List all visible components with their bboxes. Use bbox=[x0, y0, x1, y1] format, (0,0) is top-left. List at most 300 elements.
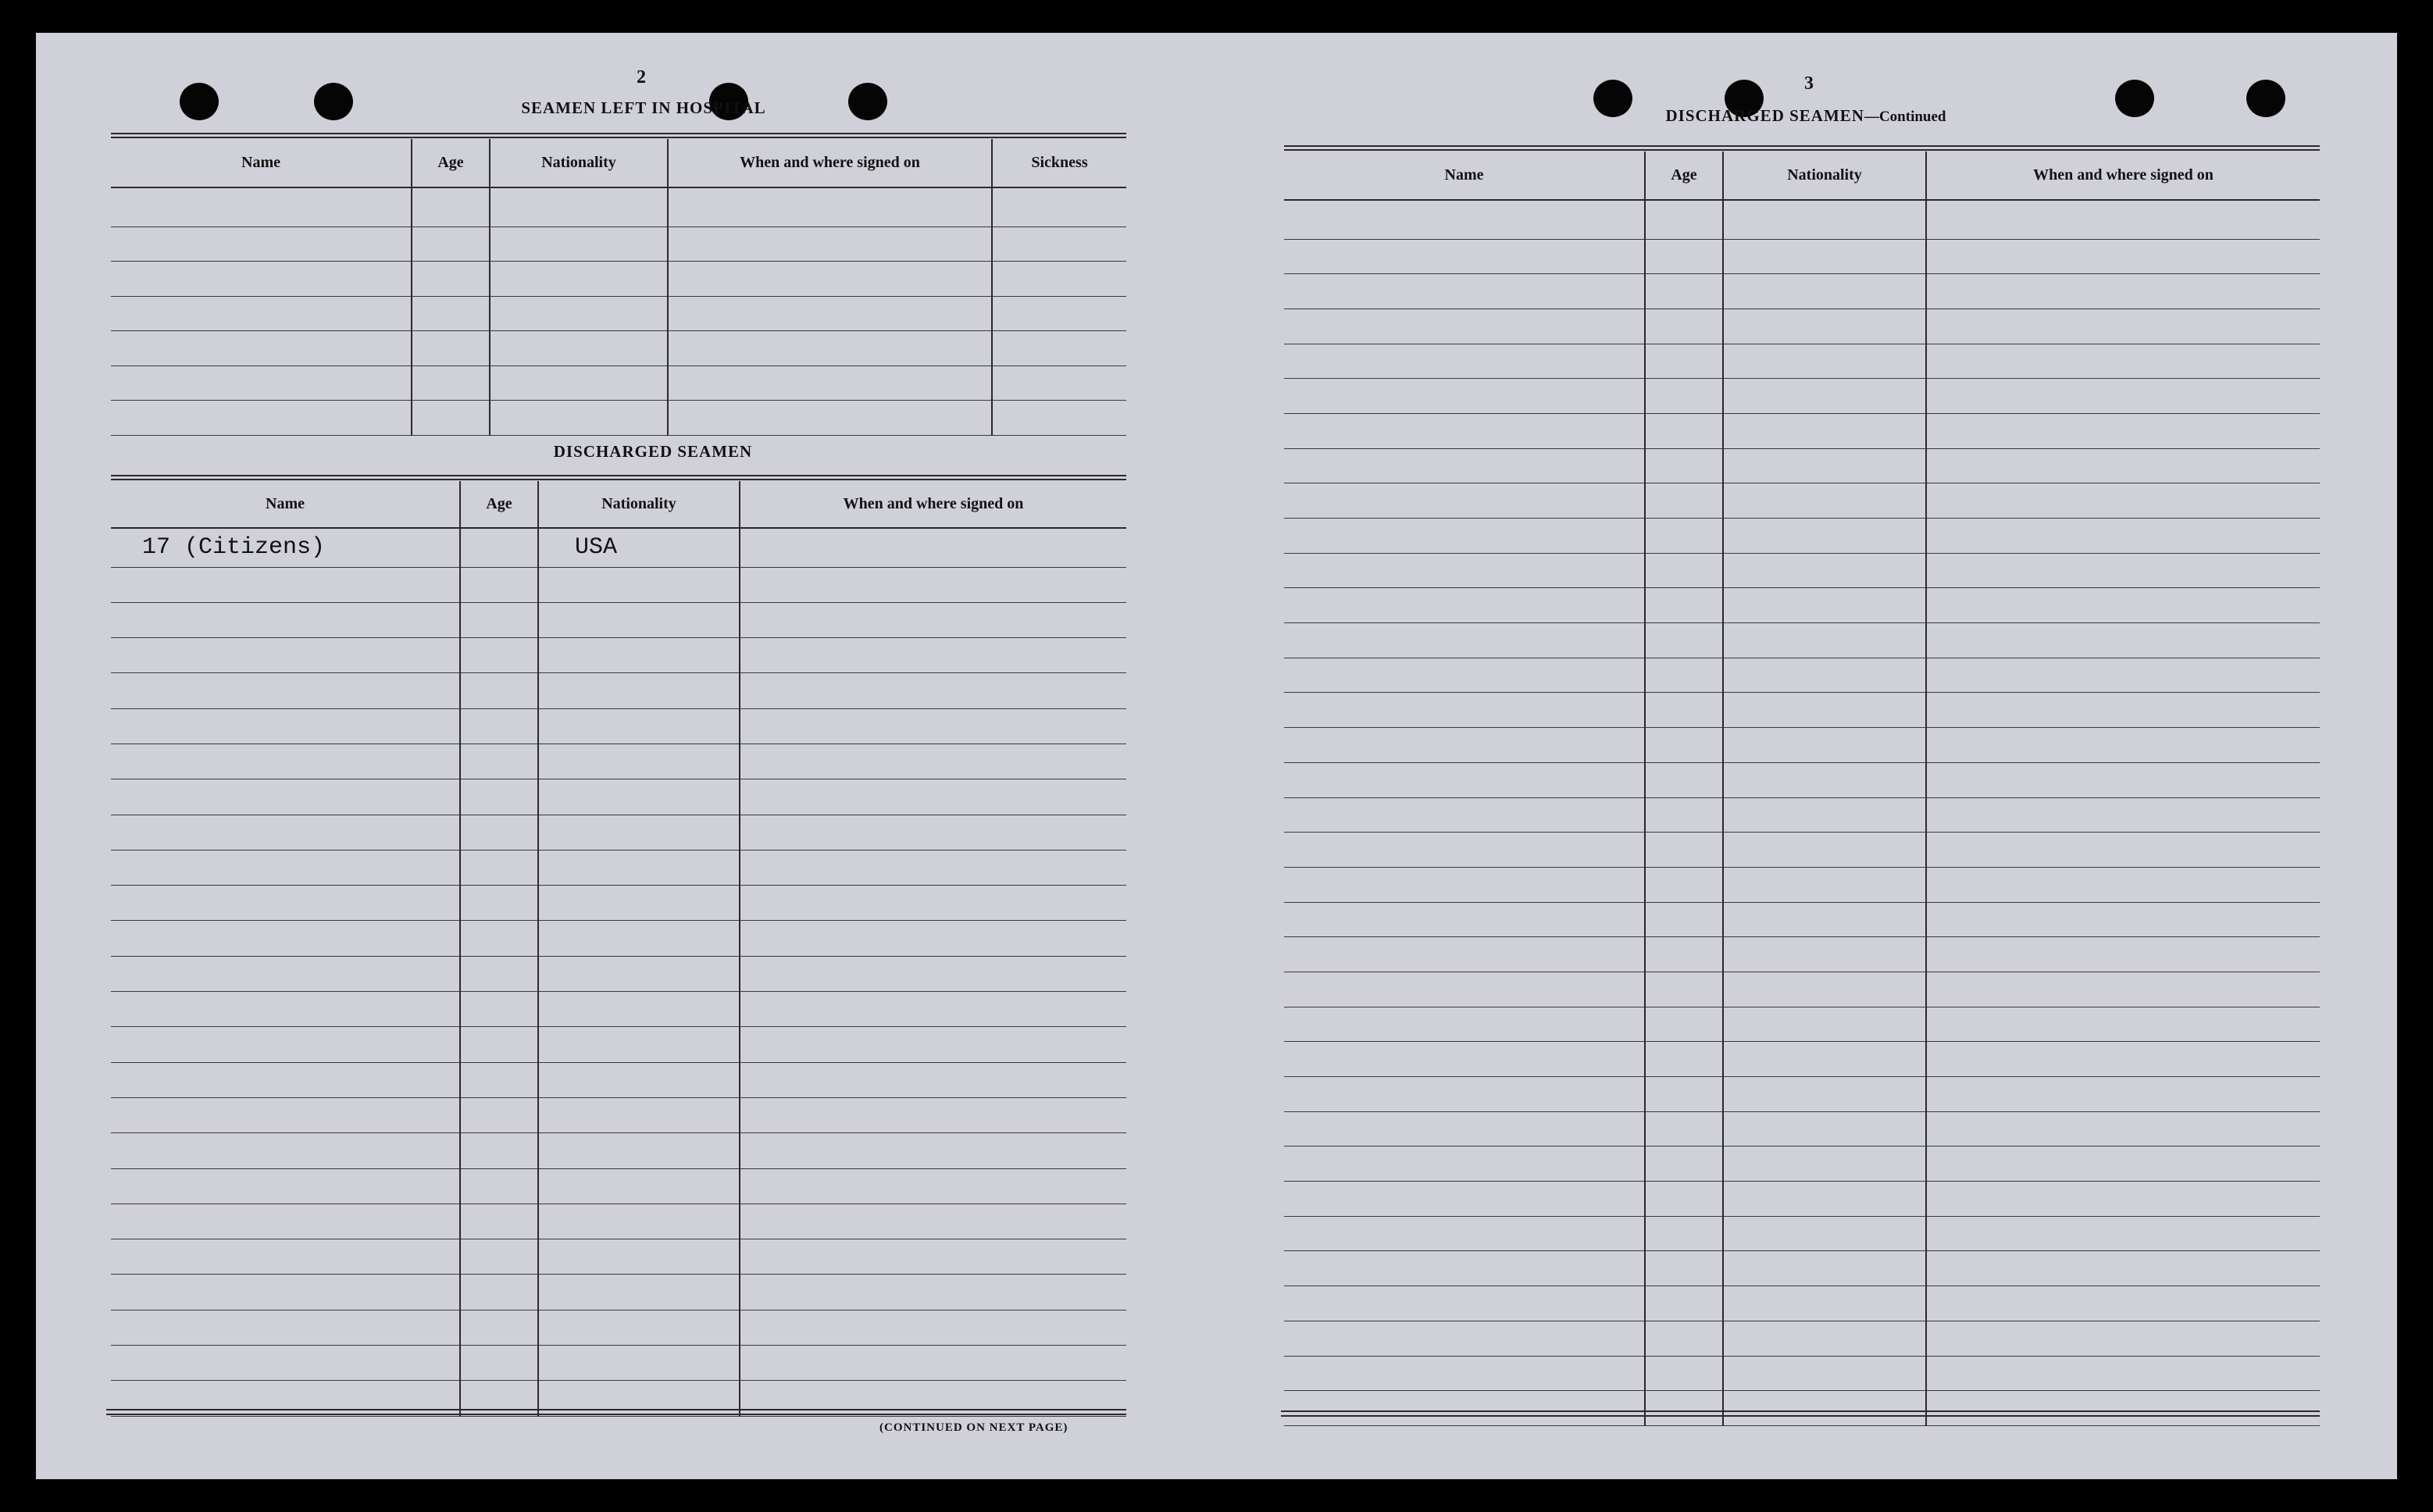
table-cell bbox=[1284, 902, 1645, 937]
table-row bbox=[1284, 833, 2320, 868]
table-cell bbox=[1723, 1077, 1926, 1112]
table-cell bbox=[1645, 1007, 1723, 1042]
table-cell bbox=[668, 296, 992, 331]
table-cell bbox=[460, 567, 538, 602]
table-row bbox=[1284, 308, 2320, 344]
table-cell bbox=[111, 1168, 460, 1204]
table-cell bbox=[992, 366, 1126, 401]
table-cell bbox=[412, 296, 490, 331]
table-cell bbox=[668, 366, 992, 401]
table-cell bbox=[1723, 658, 1926, 693]
table-cell bbox=[1284, 1146, 1645, 1182]
column-header: Name bbox=[1284, 152, 1645, 200]
table-cell bbox=[1723, 972, 1926, 1007]
table-cell bbox=[1926, 902, 2320, 937]
table-cell bbox=[111, 331, 412, 366]
table-cell bbox=[490, 187, 668, 226]
table-cell bbox=[460, 1097, 538, 1132]
table-row bbox=[1284, 1321, 2320, 1356]
table-cell bbox=[668, 262, 992, 297]
punch-hole bbox=[2115, 80, 2154, 117]
table-cell bbox=[1926, 1077, 2320, 1112]
table-cell bbox=[740, 1133, 1126, 1168]
table-cell bbox=[111, 1133, 460, 1168]
table-cell bbox=[1926, 1007, 2320, 1042]
table-cell bbox=[668, 401, 992, 436]
table-cell bbox=[1645, 308, 1723, 344]
table-cell bbox=[1645, 658, 1723, 693]
hospital-section-title: SEAMEN LEFT IN HOSPITAL bbox=[521, 98, 766, 117]
table-cell bbox=[1284, 1216, 1645, 1251]
table-cell bbox=[1284, 623, 1645, 658]
discharged-seamen-table bbox=[111, 481, 1126, 1417]
table-row bbox=[111, 226, 1126, 262]
table-cell bbox=[1723, 519, 1926, 554]
table-row bbox=[111, 850, 1126, 885]
table-cell bbox=[740, 567, 1126, 602]
table-cell bbox=[1645, 553, 1723, 588]
table-cell bbox=[1645, 483, 1723, 519]
table-cell bbox=[111, 1310, 460, 1345]
table-row bbox=[1284, 1251, 2320, 1286]
table-cell bbox=[460, 744, 538, 779]
column-header: Sickness bbox=[992, 139, 1126, 187]
table-cell bbox=[1645, 762, 1723, 797]
table-cell bbox=[1645, 1251, 1723, 1286]
table-cell bbox=[1645, 937, 1723, 972]
table-cell bbox=[1284, 797, 1645, 833]
table-cell bbox=[1723, 239, 1926, 274]
table-cell bbox=[490, 401, 668, 436]
table-cell bbox=[1926, 200, 2320, 239]
table-cell bbox=[460, 956, 538, 991]
table-cell bbox=[538, 956, 740, 991]
table-row bbox=[111, 992, 1126, 1027]
table-row bbox=[111, 1062, 1126, 1097]
table-row bbox=[111, 744, 1126, 779]
table-cell bbox=[538, 602, 740, 637]
table-cell bbox=[111, 850, 460, 885]
table-cell bbox=[1926, 833, 2320, 868]
table-cell bbox=[412, 331, 490, 366]
table-cell bbox=[1723, 379, 1926, 414]
table-cell bbox=[1645, 588, 1723, 623]
table-row bbox=[111, 1346, 1126, 1381]
table-cell bbox=[1645, 200, 1723, 239]
table-row bbox=[1284, 1286, 2320, 1321]
table-cell bbox=[1284, 937, 1645, 972]
table-cell bbox=[111, 296, 412, 331]
right-table-bottom-rule bbox=[1281, 1410, 2320, 1417]
discharged-section-title: DISCHARGED SEAMEN bbox=[553, 442, 753, 461]
table-cell bbox=[1926, 867, 2320, 902]
punch-hole bbox=[848, 83, 887, 120]
table-cell bbox=[460, 992, 538, 1027]
table-cell bbox=[1926, 239, 2320, 274]
column-header: Nationality bbox=[538, 481, 740, 528]
table-cell bbox=[111, 602, 460, 637]
table-row bbox=[111, 1133, 1126, 1168]
table-cell bbox=[1723, 1321, 1926, 1356]
table-row bbox=[1284, 239, 2320, 274]
table-cell bbox=[1723, 833, 1926, 868]
table-row bbox=[111, 296, 1126, 331]
table-row bbox=[111, 187, 1126, 226]
table-cell bbox=[1284, 1182, 1645, 1217]
table-row bbox=[111, 1027, 1126, 1062]
table-cell bbox=[1723, 483, 1926, 519]
table-cell bbox=[1284, 448, 1645, 483]
table-cell bbox=[111, 815, 460, 850]
table-row bbox=[111, 1239, 1126, 1275]
table-cell bbox=[1645, 972, 1723, 1007]
table-cell bbox=[538, 850, 740, 885]
table-cell bbox=[460, 1346, 538, 1381]
hospital-table-top-rule bbox=[111, 133, 1126, 138]
table-cell bbox=[668, 331, 992, 366]
table-cell bbox=[1284, 413, 1645, 448]
column-header: When and where signed on bbox=[740, 481, 1126, 528]
table-cell bbox=[460, 921, 538, 956]
table-row bbox=[1284, 1007, 2320, 1042]
table-row bbox=[1284, 553, 2320, 588]
table-cell bbox=[1284, 972, 1645, 1007]
table-cell bbox=[1926, 1391, 2320, 1426]
table-row bbox=[111, 262, 1126, 297]
table-cell bbox=[1926, 1216, 2320, 1251]
table-row bbox=[111, 708, 1126, 744]
table-cell bbox=[740, 921, 1126, 956]
table-cell bbox=[1645, 902, 1723, 937]
table-cell bbox=[1723, 937, 1926, 972]
table-row bbox=[1284, 1216, 2320, 1251]
table-cell bbox=[1645, 1182, 1723, 1217]
table-row bbox=[1284, 797, 2320, 833]
table-row bbox=[111, 401, 1126, 436]
table-cell bbox=[1926, 344, 2320, 379]
table-cell bbox=[1723, 728, 1926, 763]
table-cell bbox=[412, 366, 490, 401]
table-cell bbox=[1645, 1391, 1723, 1426]
hospital-table bbox=[111, 139, 1126, 436]
table-cell bbox=[1926, 728, 2320, 763]
table-row bbox=[1284, 1391, 2320, 1426]
table-cell bbox=[1645, 1111, 1723, 1146]
table-cell bbox=[1284, 239, 1645, 274]
table-row bbox=[1284, 658, 2320, 693]
table-cell bbox=[490, 331, 668, 366]
table-cell bbox=[740, 1204, 1126, 1239]
table-cell bbox=[1645, 379, 1723, 414]
table-row bbox=[111, 1204, 1126, 1239]
table-cell bbox=[1645, 448, 1723, 483]
table-cell bbox=[111, 1239, 460, 1275]
table-cell bbox=[740, 1239, 1126, 1275]
table-cell bbox=[111, 567, 460, 602]
table-cell bbox=[1284, 553, 1645, 588]
table-cell bbox=[111, 1097, 460, 1132]
table-cell bbox=[668, 187, 992, 226]
table-cell bbox=[538, 673, 740, 708]
table-row bbox=[1284, 413, 2320, 448]
table-cell bbox=[1284, 728, 1645, 763]
table-cell bbox=[538, 815, 740, 850]
table-row bbox=[1284, 728, 2320, 763]
table-cell bbox=[740, 850, 1126, 885]
table-cell bbox=[538, 1346, 740, 1381]
table-cell bbox=[1926, 308, 2320, 344]
table-row bbox=[111, 366, 1126, 401]
column-header: Age bbox=[412, 139, 490, 187]
table-cell bbox=[1723, 1391, 1926, 1426]
table-cell bbox=[1645, 1356, 1723, 1391]
table-cell bbox=[460, 815, 538, 850]
table-cell bbox=[412, 401, 490, 436]
table-cell bbox=[1645, 1077, 1723, 1112]
table-cell bbox=[1284, 1251, 1645, 1286]
table-cell bbox=[1284, 483, 1645, 519]
table-cell bbox=[460, 1168, 538, 1204]
right-table-top-rule bbox=[1284, 145, 2320, 151]
table-cell bbox=[1723, 1356, 1926, 1391]
table-cell bbox=[1645, 833, 1723, 868]
table-row bbox=[111, 1168, 1126, 1204]
table-row bbox=[1284, 483, 2320, 519]
column-header: Nationality bbox=[1723, 152, 1926, 200]
column-header: Age bbox=[460, 481, 538, 528]
punch-hole bbox=[180, 83, 219, 120]
table-cell bbox=[412, 226, 490, 262]
table-row bbox=[111, 638, 1126, 673]
table-cell bbox=[1284, 1077, 1645, 1112]
table-cell bbox=[538, 1239, 740, 1275]
table-cell bbox=[460, 1275, 538, 1310]
table-cell bbox=[460, 779, 538, 815]
table-cell bbox=[460, 602, 538, 637]
table-cell bbox=[1723, 1251, 1926, 1286]
table-row bbox=[111, 886, 1126, 921]
table-row bbox=[111, 331, 1126, 366]
table-cell bbox=[1926, 797, 2320, 833]
table-cell bbox=[1723, 1286, 1926, 1321]
table-cell bbox=[538, 886, 740, 921]
table-cell bbox=[412, 262, 490, 297]
table-cell bbox=[1723, 797, 1926, 833]
table-cell bbox=[1645, 867, 1723, 902]
table-cell bbox=[1645, 728, 1723, 763]
table-cell bbox=[1926, 274, 2320, 309]
table-cell bbox=[1645, 239, 1723, 274]
discharged-table-top-rule bbox=[111, 475, 1126, 480]
table-cell bbox=[1723, 1042, 1926, 1077]
table-cell bbox=[1284, 200, 1645, 239]
column-header: Age bbox=[1645, 152, 1723, 200]
table-cell bbox=[111, 226, 412, 262]
table-cell bbox=[111, 921, 460, 956]
table-cell bbox=[740, 992, 1126, 1027]
table-cell bbox=[740, 779, 1126, 815]
table-cell bbox=[1926, 1111, 2320, 1146]
table-row bbox=[111, 956, 1126, 991]
table-cell: USA bbox=[538, 528, 740, 567]
table-cell bbox=[992, 401, 1126, 436]
table-cell bbox=[1284, 1286, 1645, 1321]
table-cell bbox=[1723, 693, 1926, 728]
table-row bbox=[1284, 972, 2320, 1007]
table-cell bbox=[1645, 1321, 1723, 1356]
table-row bbox=[1284, 1356, 2320, 1391]
table-cell bbox=[1723, 274, 1926, 309]
table-cell bbox=[1926, 379, 2320, 414]
table-cell bbox=[538, 1027, 740, 1062]
table-row bbox=[1284, 379, 2320, 414]
table-cell bbox=[1284, 1007, 1645, 1042]
table-cell bbox=[1284, 1391, 1645, 1426]
table-cell bbox=[460, 850, 538, 885]
table-cell bbox=[1723, 1182, 1926, 1217]
table-cell bbox=[111, 187, 412, 226]
table-cell bbox=[1723, 308, 1926, 344]
table-row bbox=[111, 815, 1126, 850]
column-header: When and where signed on bbox=[668, 139, 992, 187]
table-row bbox=[1284, 344, 2320, 379]
table-cell bbox=[740, 1275, 1126, 1310]
table-cell bbox=[538, 992, 740, 1027]
table-row bbox=[111, 528, 1126, 567]
table-cell bbox=[538, 708, 740, 744]
table-cell bbox=[1926, 1251, 2320, 1286]
table-cell bbox=[740, 1346, 1126, 1381]
table-cell bbox=[1723, 553, 1926, 588]
page-number-left: 2 bbox=[637, 67, 646, 87]
table-cell bbox=[740, 1168, 1126, 1204]
continued-suffix: —Continued bbox=[1864, 109, 1946, 125]
table-cell bbox=[1645, 519, 1723, 554]
table-cell bbox=[1723, 413, 1926, 448]
table-row bbox=[111, 779, 1126, 815]
column-header: Name bbox=[111, 481, 460, 528]
table-cell bbox=[111, 366, 412, 401]
table-cell bbox=[1926, 553, 2320, 588]
table-cell bbox=[460, 886, 538, 921]
table-cell bbox=[538, 1310, 740, 1345]
table-cell bbox=[1926, 623, 2320, 658]
table-cell bbox=[538, 744, 740, 779]
table-cell bbox=[1926, 588, 2320, 623]
table-cell bbox=[1926, 1042, 2320, 1077]
table-row bbox=[1284, 762, 2320, 797]
table-cell bbox=[1926, 1356, 2320, 1391]
table-row bbox=[1284, 1077, 2320, 1112]
table-cell bbox=[740, 602, 1126, 637]
table-cell bbox=[1723, 448, 1926, 483]
discharged-continued-title bbox=[1642, 106, 1970, 126]
table-cell bbox=[992, 226, 1126, 262]
discharged-table-bottom-rule bbox=[106, 1409, 1126, 1415]
table-cell bbox=[1926, 693, 2320, 728]
table-cell bbox=[740, 1027, 1126, 1062]
table-cell bbox=[1723, 1007, 1926, 1042]
table-cell bbox=[740, 1097, 1126, 1132]
column-header: When and where signed on bbox=[1926, 152, 2320, 200]
table-row bbox=[111, 1310, 1126, 1345]
table-cell bbox=[460, 1062, 538, 1097]
table-row bbox=[1284, 1042, 2320, 1077]
table-cell bbox=[1723, 1216, 1926, 1251]
table-cell bbox=[740, 815, 1126, 850]
table-row bbox=[111, 602, 1126, 637]
table-cell bbox=[538, 1168, 740, 1204]
table-cell bbox=[460, 1204, 538, 1239]
table-row bbox=[1284, 519, 2320, 554]
table-cell bbox=[111, 1346, 460, 1381]
page-number-right: 3 bbox=[1804, 73, 1814, 94]
table-cell bbox=[1284, 588, 1645, 623]
table-cell bbox=[1723, 1146, 1926, 1182]
table-row bbox=[111, 1097, 1126, 1132]
discharged-continued-table bbox=[1284, 152, 2320, 1426]
table-cell bbox=[1926, 1286, 2320, 1321]
table-cell bbox=[460, 638, 538, 673]
table-cell bbox=[1723, 867, 1926, 902]
table-cell bbox=[1284, 274, 1645, 309]
table-cell bbox=[490, 226, 668, 262]
table-cell bbox=[1645, 274, 1723, 309]
table-row bbox=[1284, 937, 2320, 972]
table-cell bbox=[1645, 413, 1723, 448]
table-cell bbox=[1645, 1286, 1723, 1321]
table-cell bbox=[740, 638, 1126, 673]
table-cell bbox=[992, 331, 1126, 366]
table-cell bbox=[1926, 972, 2320, 1007]
table-cell bbox=[111, 638, 460, 673]
table-cell bbox=[1645, 1146, 1723, 1182]
table-cell bbox=[111, 956, 460, 991]
table-row bbox=[1284, 1111, 2320, 1146]
table-cell bbox=[1284, 867, 1645, 902]
table-row bbox=[1284, 1146, 2320, 1182]
table-cell bbox=[1284, 344, 1645, 379]
table-cell bbox=[111, 262, 412, 297]
table-cell bbox=[1723, 623, 1926, 658]
table-cell bbox=[1645, 344, 1723, 379]
table-cell bbox=[111, 779, 460, 815]
table-cell bbox=[111, 401, 412, 436]
continued-footer: (CONTINUED ON NEXT PAGE) bbox=[879, 1421, 1068, 1434]
table-cell bbox=[740, 956, 1126, 991]
table-cell bbox=[460, 1310, 538, 1345]
table-cell bbox=[490, 366, 668, 401]
table-cell bbox=[1645, 1216, 1723, 1251]
table-cell bbox=[1284, 1321, 1645, 1356]
table-cell bbox=[538, 1062, 740, 1097]
table-cell bbox=[460, 1133, 538, 1168]
table-cell bbox=[111, 673, 460, 708]
table-row bbox=[111, 1275, 1126, 1310]
table-cell bbox=[1284, 833, 1645, 868]
table-cell bbox=[1926, 762, 2320, 797]
table-cell bbox=[538, 1097, 740, 1132]
table-row bbox=[1284, 274, 2320, 309]
table-cell bbox=[460, 673, 538, 708]
table-cell bbox=[111, 1275, 460, 1310]
table-cell bbox=[1926, 1182, 2320, 1217]
table-cell bbox=[1284, 1356, 1645, 1391]
table-cell bbox=[1926, 1321, 2320, 1356]
table-cell bbox=[460, 1027, 538, 1062]
table-cell bbox=[538, 921, 740, 956]
punch-hole bbox=[1593, 80, 1632, 117]
